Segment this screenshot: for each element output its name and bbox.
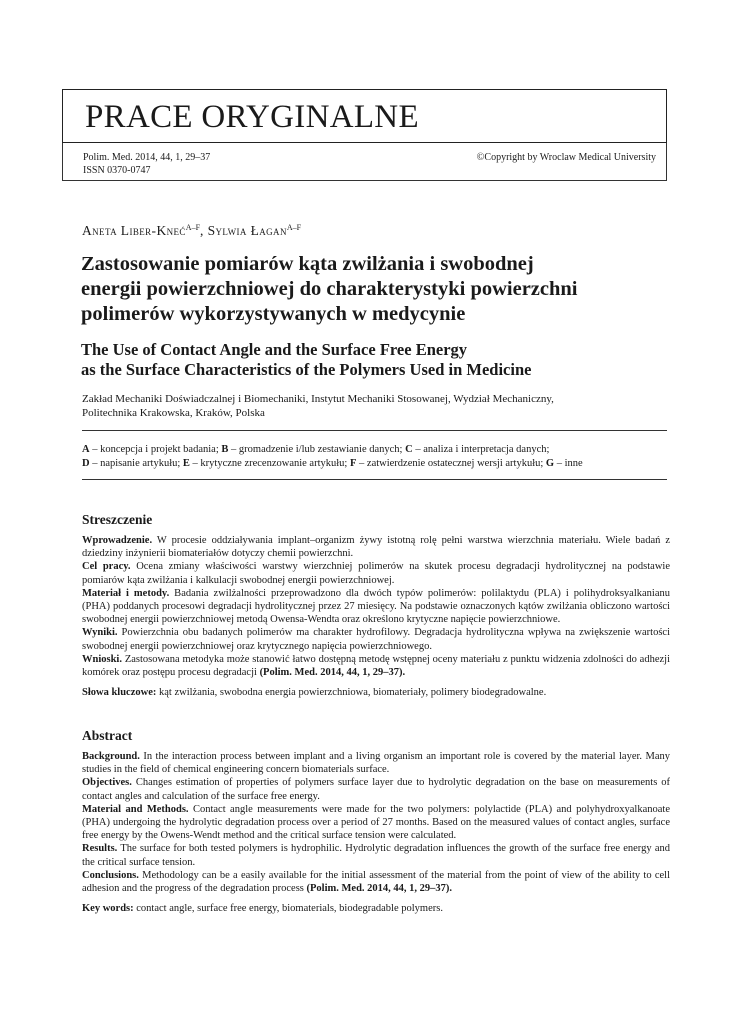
paragraph-text: Methodology can be a easily available for the initial assessment of the material from the point of view of the ability to cell adhesion and the progress of the degradation process [82,869,670,895]
paragraph-text: In the interaction process between implant and a living organism an important role is covered by the material layer. Many studies in the field of chemical engineering concern biomaterials surface. [82,751,670,776]
author-separator: , [200,223,208,238]
paragraph-label: Materiał i metody. [82,587,170,599]
paragraph-label: Results. [82,843,118,855]
author-contribution-sup: A–F [286,223,302,232]
keywords-text: kąt zwilżania, swobodna energia powierzchniowa, biomateriały, polimery biodegradowalne. [156,687,547,699]
contrib-text: – krytyczne zrecenzowanie artykułu; [189,458,350,469]
contrib-key: E [182,458,190,469]
contrib-key: F [349,458,357,469]
paragraph-text: Badania zwilżalności przeprowadzono dla dwóch typów polimerów: polilaktydu (PLA) i polihydroksyalkanianu (PHA) poddanych procesowi degradacji hydrolitycznej przez 27 miesięcy. Na podstawie oznaczonych kątów zwilżania obliczono wartości swobodnej energii powierzchniowej metodą Owensa-Wendta oraz określono krytyczne napięcie powierzchniowe. [82,587,670,626]
contrib-text: – zatwierdzenie ostatecznej wersji artykułu; [356,458,546,469]
contrib-key: G [545,458,555,469]
abstract-section [82,728,670,915]
title-line: The Use of Contact Angle and the Surface Free Energy [81,340,468,359]
citation-block [83,151,210,177]
contrib-key: A [82,444,90,455]
paragraph-text: W procesie oddziaływania implant–organizm żywy istotną rolę pełni warstwa wierzchnia materiału. Wiele badań z dziedziny inżynierii biomateriałów dotyczy chemii powierzchni. [82,535,670,560]
contrib-text: – inne [554,458,583,469]
paragraph-text: Powierzchnia obu badanych polimerów ma charakter hydrofilowy. Degradacja hydrolityczna wpływa na zwiększenie wartości swobodnej energii powierzchniowej oraz krytycznego napięcia powierzchniowego. [82,627,670,652]
author-contribution-sup: A–F [185,223,201,232]
contrib-key: C [405,444,413,455]
citation-inline: (Polim. Med. 2014, 44, 1, 29–37). [306,883,453,895]
title-line: polimerów wykorzystywanych w medycynie [81,303,466,325]
divider-top [82,430,667,431]
abstract-paragraph [82,560,670,586]
keywords-label: Key words: [82,903,134,915]
abstract-paragraph [82,776,670,802]
paragraph-label: Conclusions. [82,869,139,881]
contrib-key: D [82,458,90,469]
abstract-paragraph [82,842,670,868]
keywords-paragraph [82,902,670,915]
affiliation-line: Politechnika Krakowska, Kraków, Polska [82,407,265,419]
title-english [81,340,661,380]
paragraph-text: The surface for both tested polymers is hydrophilic. Hydrolytic degradation influences the growth of the surface free energy and the critical surface tension. [82,843,670,868]
copyright: ©Copyright by Wroclaw Medical University [476,152,656,163]
keywords-label: Słowa kluczowe: [82,687,157,699]
citation-inline: (Polim. Med. 2014, 44, 1, 29–37). [259,667,406,679]
authors-line [82,223,301,239]
abstract-paragraph [82,587,670,627]
author-name: Sylwia Łagan [207,223,287,238]
title-line: as the Surface Characteristics of the Polymers Used in Medicine [81,360,532,379]
issn: ISSN 0370-0747 [83,165,151,176]
contrib-text: – gromadzenie i/lub zestawianie danych; [228,444,406,455]
streszczenie-section [82,512,670,699]
title-line: energii powierzchniowej do charakterystyki powierzchni [81,278,578,300]
contrib-text: – napisanie artykułu; [89,458,183,469]
contrib-key: B [221,444,229,455]
contributions-line [82,457,672,471]
contributions-legend [82,443,672,471]
section-header-box [62,89,667,143]
paragraph-label: Objectives. [82,777,132,789]
paragraph-text: Zastosowana metodyka może stanowić łatwo dostępną metodę wstępnej oceny materiału z punktu widzenia zdolności do adhezji komórek oraz postępu procesu degradacji [82,653,670,679]
paragraph-label: Wnioski. [82,653,122,665]
title-polish [81,252,661,327]
abstract-paragraph [82,750,670,776]
abstract-paragraph [82,653,670,679]
paragraph-text: Contact angle measurements were made for the two polymers: polylactide (PLA) and polyhydroxyalkanoate (PHA) undergoing the hydrolytic degradation process over a period of 27 months. Based on the measured values of contact angles, surface free energy by the Owens-Wendt method and the critical surface tension were calculated. [82,803,670,842]
paragraph-label: Background. [82,751,140,762]
abstract-paragraph [82,803,670,843]
streszczenie-heading: Streszczenie [82,512,153,527]
journal-meta [62,143,667,181]
paragraph-text: Changes estimation of properties of polymers surface layer due to hydrolytic degradation on the base on measurements of contact angles and calculation of the surface free energy. [82,777,670,802]
abstract-heading: Abstract [82,728,133,743]
contrib-text: – koncepcja i projekt badania; [89,444,222,455]
section-title: PRACE ORYGINALNE [85,99,419,135]
paragraph-label: Wprowadzenie. [82,535,153,546]
paragraph-label: Material and Methods. [82,803,189,815]
affiliation [82,392,662,420]
author-name: Aneta Liber-Kneć [82,223,186,238]
paragraph-text: Ocena zmiany właściwości warstwy wierzchniej polimerów na skutek procesu degradacji hydrolitycznej na podstawie pomiarów kąta zwilżania i kalkulacji swobodnej energii powierzchniowej. [82,561,670,586]
contributions-line [82,443,672,457]
affiliation-line: Zakład Mechaniki Doświadczalnej i Biomechaniki, Instytut Mechaniki Stosowanej, Wydział Mechaniczny, [82,393,554,405]
divider-bottom [82,479,667,480]
title-line: Zastosowanie pomiarów kąta zwilżania i swobodnej [81,253,534,275]
citation: Polim. Med. 2014, 44, 1, 29–37 [83,152,211,163]
abstract-paragraph [82,869,670,895]
paragraph-label: Wyniki. [82,627,118,639]
contrib-text: – analiza i interpretacja danych; [412,444,550,455]
keywords-text: contact angle, surface free energy, biomaterials, biodegradable polymers. [133,903,443,915]
paragraph-label: Cel pracy. [82,561,131,573]
abstract-paragraph [82,626,670,652]
keywords-paragraph [82,686,670,699]
abstract-paragraph [82,534,670,560]
